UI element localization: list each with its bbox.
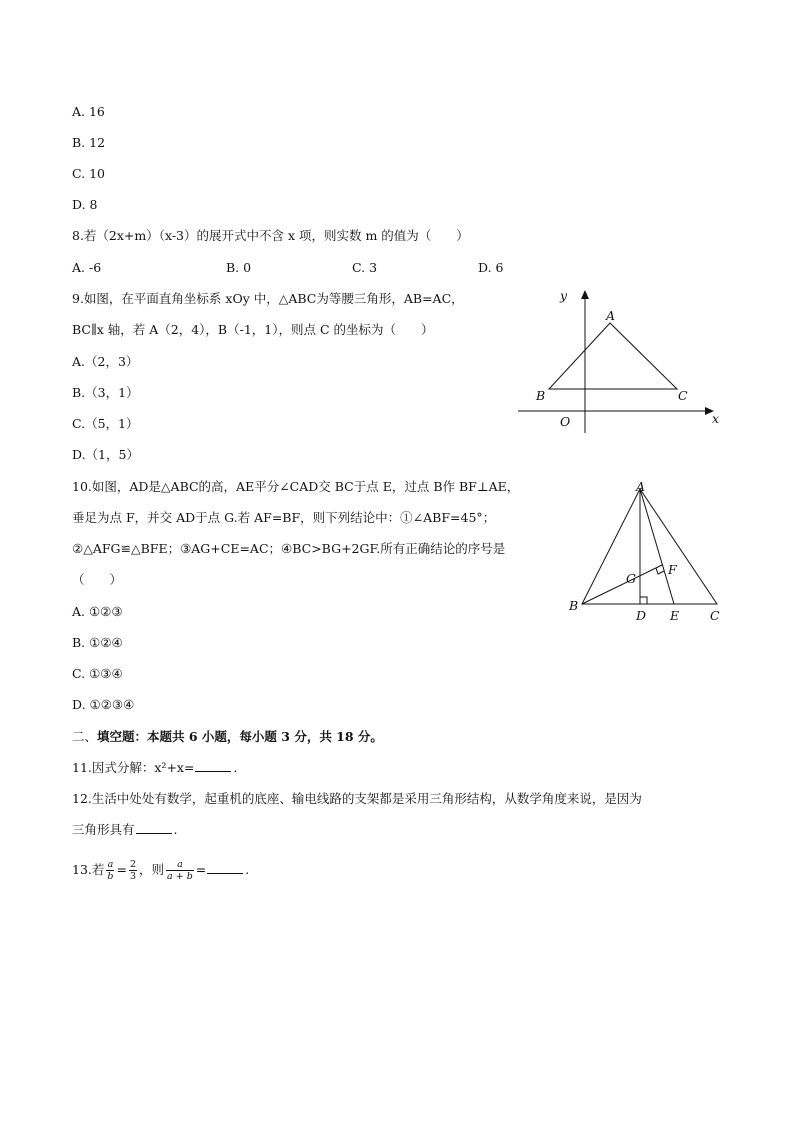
q11-answer-blank[interactable] bbox=[195, 759, 231, 772]
q12-line1: 12.生活中处处有数学，起重机的底座、输电线路的支架都是采用三角形结构，从数学角度来说，是因为 bbox=[72, 791, 642, 806]
right-angle-f bbox=[656, 568, 664, 574]
q9-option-b: B.（3，1） bbox=[72, 385, 139, 400]
q8-option-c: C. 3 bbox=[352, 260, 378, 275]
triangle-abc bbox=[549, 323, 677, 389]
q12-answer-blank[interactable] bbox=[136, 821, 172, 834]
q13-end: . bbox=[245, 862, 250, 877]
q11-period: ． bbox=[233, 760, 246, 775]
q12-line2-text: 三角形具有 bbox=[72, 822, 135, 837]
label-f: F bbox=[668, 562, 677, 577]
label-a: A bbox=[636, 479, 646, 494]
q13-fraction-a-over-a-plus-b bbox=[166, 859, 194, 882]
q13-after: = bbox=[195, 862, 207, 877]
q10-triangle-figure bbox=[560, 475, 735, 630]
label-e: E bbox=[670, 608, 680, 623]
right-angle-d bbox=[640, 597, 647, 604]
q13-frac1-den: b bbox=[107, 871, 114, 882]
q13-frac3-num: a bbox=[166, 859, 194, 871]
q13-equals: = bbox=[116, 862, 127, 877]
q9-option-a: A.（2，3） bbox=[72, 354, 139, 369]
q10-option-b: B. ①②④ bbox=[72, 635, 123, 650]
label-b: B bbox=[536, 388, 546, 403]
q9-stem-line1: 9.如图，在平面直角坐标系 xOy 中，△ABC为等腰三角形，AB=AC， bbox=[72, 291, 464, 306]
q7-option-b: B. 12 bbox=[72, 135, 106, 150]
q8-option-a: A. -6 bbox=[72, 260, 102, 275]
q13-frac3-den: a + b bbox=[167, 871, 193, 882]
q13-fraction-2-over-3 bbox=[129, 859, 137, 882]
segment-bf bbox=[582, 565, 662, 604]
label-x: x bbox=[712, 411, 720, 426]
q13-mid: ，则 bbox=[139, 862, 165, 877]
q7-option-c: C. 10 bbox=[72, 166, 105, 181]
q13-frac2-den: 3 bbox=[129, 871, 137, 882]
section2-title: 填空题：本题共 6 小题，每小题 3 分，共 18 分。 bbox=[97, 729, 383, 744]
triangle-abc bbox=[582, 489, 717, 604]
section2-heading bbox=[72, 728, 383, 746]
q7-option-d: D. 8 bbox=[72, 197, 98, 212]
q10-stem-line3: ②△AFG≌△BFE；③AG+CE=AC；④BC>BG+2GF.所有正确结论的序号是 bbox=[72, 541, 506, 556]
q12-line2 bbox=[72, 821, 178, 839]
q9-option-d: D.（1，5） bbox=[72, 447, 139, 462]
label-c: C bbox=[678, 388, 688, 403]
q13 bbox=[72, 857, 249, 883]
q8-stem: 8.若（2x+m）（x-3）的展开式中不含 x 项，则实数 m 的值为（ ） bbox=[72, 228, 469, 243]
label-o: O bbox=[560, 414, 571, 429]
label-d: D bbox=[636, 608, 647, 623]
q9-stem-line2: BC∥x 轴，若 A（2，4），B（-1，1），则点 C 的坐标为（ ） bbox=[72, 322, 434, 337]
q10-stem-line4: （ ） bbox=[72, 572, 123, 587]
q10-stem-line2: 垂足为点 F，并交 AD于点 G.若 AF=BF，则下列结论中：①∠ABF=45°； bbox=[72, 510, 496, 525]
q9-option-c: C.（5，1） bbox=[72, 416, 139, 431]
q9-coordinate-figure bbox=[510, 285, 725, 435]
y-axis-arrow bbox=[581, 290, 589, 299]
label-a: A bbox=[606, 308, 616, 323]
q13-frac1-num: a bbox=[107, 859, 114, 870]
q10-option-d: D. ①②③④ bbox=[72, 697, 135, 712]
label-b: B bbox=[569, 598, 579, 613]
bisector-ae bbox=[640, 489, 674, 604]
q13-prefix: 13.若 bbox=[72, 862, 105, 877]
q11 bbox=[72, 759, 246, 777]
q8-option-d: D. 6 bbox=[478, 260, 504, 275]
label-g: G bbox=[626, 571, 636, 586]
q8-option-b: B. 0 bbox=[226, 260, 252, 275]
q13-answer-blank[interactable] bbox=[207, 861, 243, 874]
q10-option-c: C. ①③④ bbox=[72, 666, 123, 681]
q13-fraction-a-over-b bbox=[106, 859, 114, 882]
section2-number: 二、 bbox=[72, 729, 98, 744]
q10-option-a: A. ①②③ bbox=[72, 604, 123, 619]
q10-stem-line1: 10.如图，AD是△ABC的高，AE平分∠CAD交 BC于点 E，过点 B作 BF⊥AE， bbox=[72, 479, 520, 494]
q12-period: . bbox=[173, 822, 178, 837]
label-c: C bbox=[710, 608, 720, 623]
q7-option-a: A. 16 bbox=[72, 104, 105, 119]
q11-text: 11.因式分解：x²+x= bbox=[72, 760, 195, 775]
label-y: y bbox=[560, 288, 568, 303]
q13-frac2-num: 2 bbox=[129, 859, 137, 870]
